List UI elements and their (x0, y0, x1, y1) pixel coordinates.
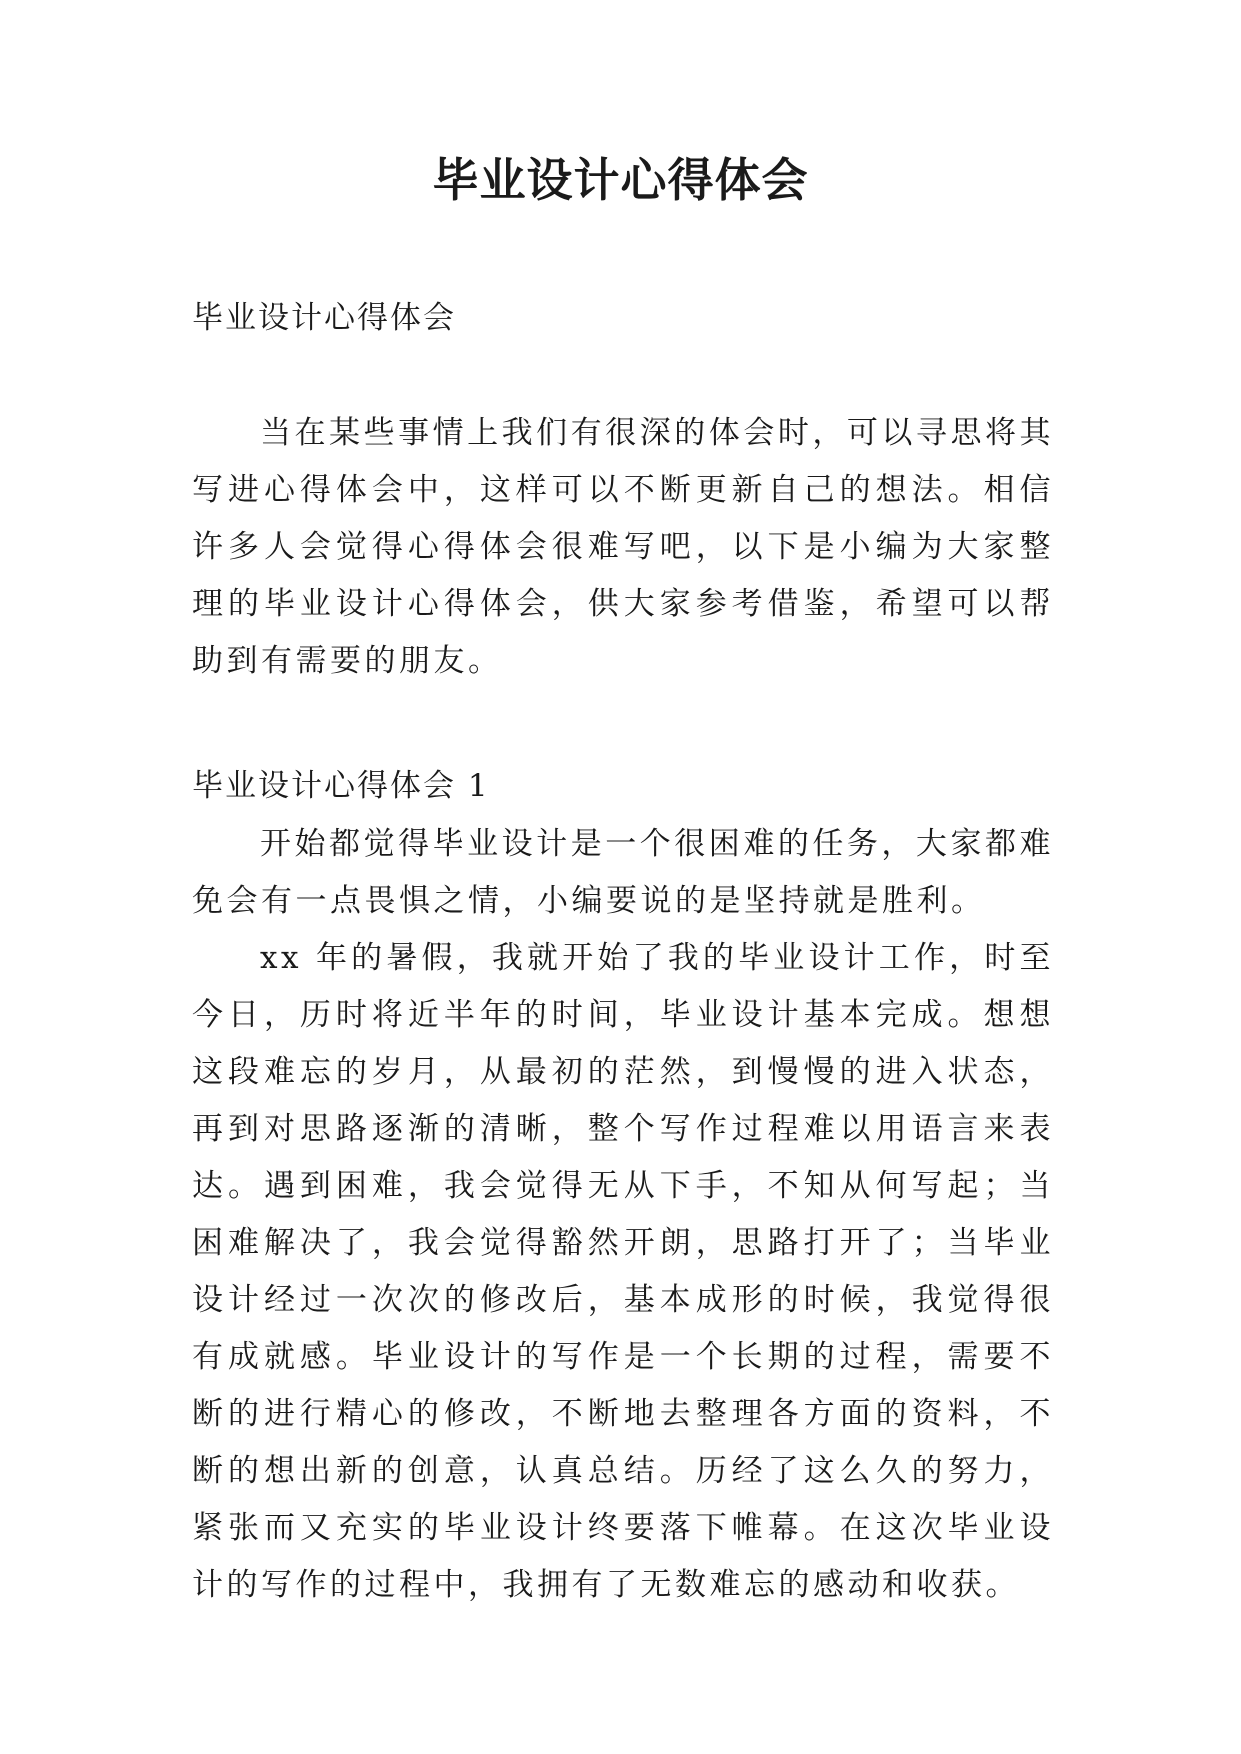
body-paragraph-1: 开始都觉得毕业设计是一个很困难的任务，大家都难免会有一点畏惧之情，小编要说的是坚持就是胜利。 (192, 826, 1054, 919)
intro-block (192, 405, 1054, 690)
document-subtitle: 毕业设计心得体会 (192, 300, 456, 336)
body-paragraph-2: xx 年的暑假，我就开始了我的毕业设计工作，时至今日，历时将近半年的时间，毕业设计基本完成。想想这段难忘的岁月，从最初的茫然，到慢慢的进入状态，再到对思路逐渐的清晰，整个写作过程难以用语言来表达。遇到困难，我会觉得无从下手，不知从何写起；当困难解决了，我会觉得豁然开朗，思路打开了；当毕业设计经过一次次的修改后，基本成形的时候，我觉得很有成就感。毕业设计的写作是一个长期的过程，需要不断的进行精心的修改，不断地去整理各方面的资料，不断的想出新的创意，认真总结。历经了这么久的努力，紧张而又充实的毕业设计终要落下帷幕。在这次毕业设计的写作的过程中，我拥有了无数难忘的感动和收获。 (192, 940, 1054, 1603)
document-title: 毕业设计心得体会 (432, 153, 809, 207)
intro-paragraph: 当在某些事情上我们有很深的体会时，可以寻思将其写进心得体会中，这样可以不断更新自己的想法。相信许多人会觉得心得体会很难写吧，以下是小编为大家整理的毕业设计心得体会，供大家参考借鉴，希望可以帮助到有需要的朋友。 (192, 415, 1054, 679)
section-body (192, 816, 1054, 1614)
section-heading: 毕业设计心得体会 1 (192, 768, 490, 804)
